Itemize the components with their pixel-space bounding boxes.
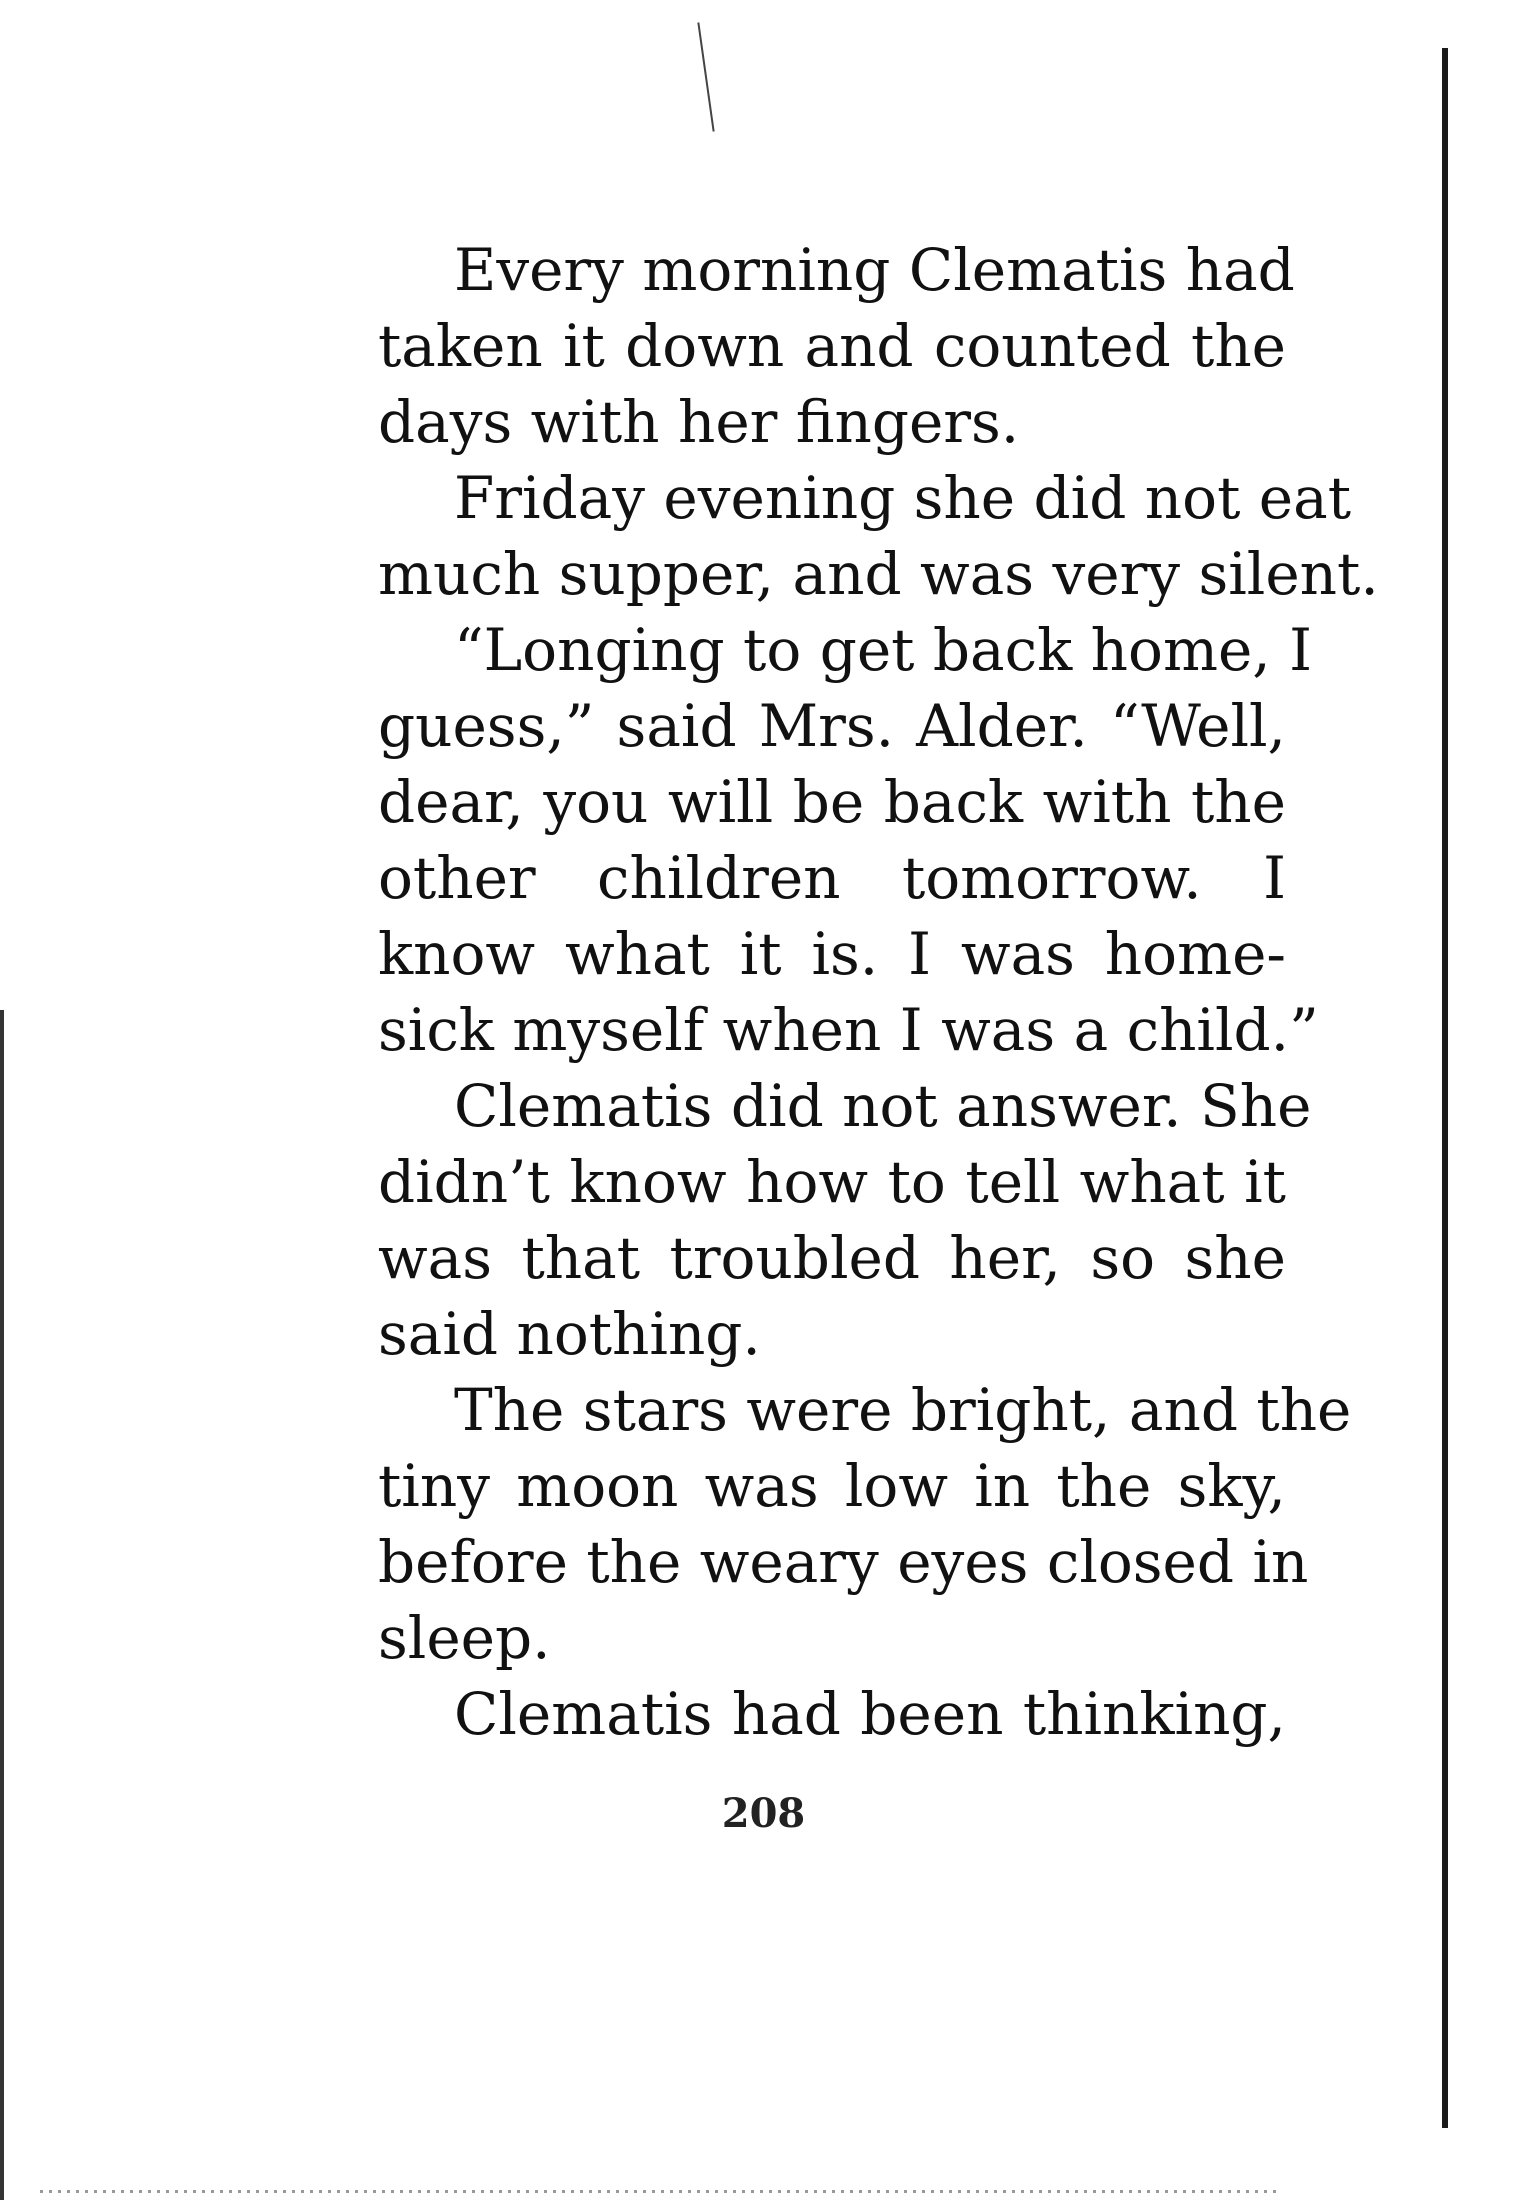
text-line: guess,” said Mrs. Alder. “Well,	[378, 692, 1286, 760]
text-line: said nothing.	[378, 1300, 761, 1368]
text-line: Clematis did not answer. She	[454, 1072, 1312, 1140]
text-line: other children tomorrow. I	[378, 844, 1286, 912]
text-line: sleep.	[378, 1604, 551, 1672]
text-line: The stars were bright, and the	[454, 1376, 1352, 1444]
text-line: much supper, and was very silent.	[378, 540, 1379, 608]
text-line: Every morning Clematis had	[454, 236, 1295, 304]
top-scan-mark	[697, 22, 714, 131]
text-line: “Longing to get back home, I	[454, 616, 1313, 684]
left-binding-edge	[0, 1010, 4, 2200]
text-line: days with her fingers.	[378, 388, 1020, 456]
page-number: 208	[721, 1790, 806, 1837]
text-line: sick myself when I was a child.”	[378, 996, 1319, 1064]
text-line: tiny moon was low in the sky,	[378, 1452, 1286, 1520]
text-line: Friday evening she did not eat	[454, 464, 1352, 532]
text-line: was that troubled her, so she	[378, 1224, 1286, 1292]
text-line: didn’t know how to tell what it	[378, 1148, 1286, 1216]
text-line: dear, you will be back with the	[378, 768, 1286, 836]
text-line: know what it is. I was home-	[378, 920, 1286, 988]
bottom-scan-edge	[40, 2190, 1280, 2193]
text-line: Clematis had been thinking,	[454, 1680, 1286, 1748]
text-line: taken it down and counted the	[378, 312, 1286, 380]
text-line: before the weary eyes closed in	[378, 1528, 1309, 1596]
